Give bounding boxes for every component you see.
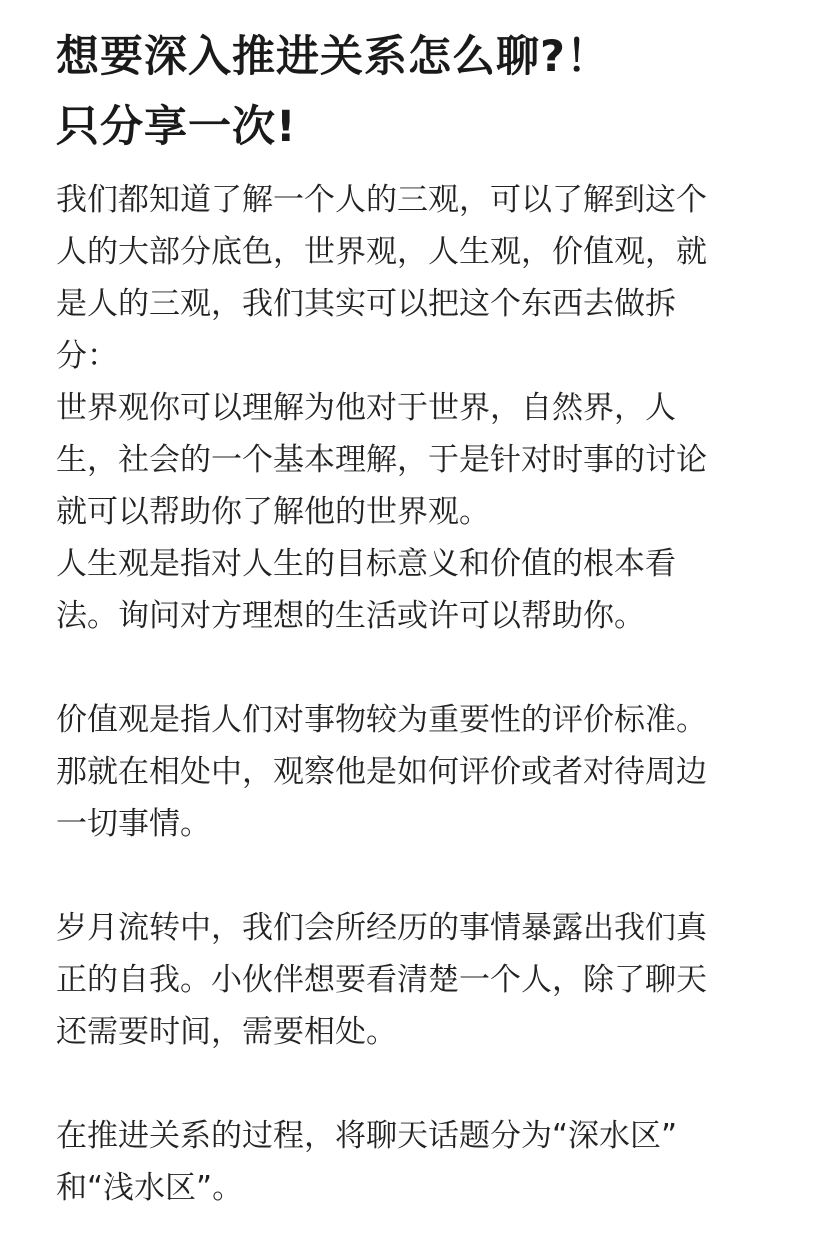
title-line-1: 想要深入推进关系怎么聊?！	[56, 32, 610, 82]
paragraph-spacer	[56, 850, 776, 902]
article-title	[56, 22, 776, 162]
article	[56, 22, 776, 1214]
paragraph-spacer	[56, 1058, 776, 1110]
article-body	[56, 174, 776, 1214]
paragraph-worldview: 世界观你可以理解为他对于世界，自然界，人 生，社会的一个基本理解，于是针对时事的讨论 就可以帮助你了解他的世界观。	[56, 390, 707, 530]
paragraph-topics: 在推进关系的过程，将聊天话题分为“深水区” 和“浅水区”。	[56, 1118, 678, 1206]
paragraph-time: 岁月流转中，我们会所经历的事情暴露出我们真 正的自我。小伙伴想要看清楚一个人，除了聊天 还需要时间，需要相处。	[56, 910, 707, 1050]
paragraph-intro: 我们都知道了解一个人的三观，可以了解到这个 人的大部分底色，世界观，人生观，价值观，就 是人的三观，我们其实可以把这个东西去做拆 分：	[56, 182, 707, 374]
paragraph-spacer	[56, 642, 776, 694]
paragraph-outlook-on-life: 人生观是指对人生的目标意义和价值的根本看 法。询问对方理想的生活或许可以帮助你。	[56, 546, 676, 634]
title-line-2: 只分享一次!	[56, 102, 297, 152]
paragraph-values: 价值观是指人们对事物较为重要性的评价标准。 那就在相处中，观察他是如何评价或者对待周边 一切事情。	[56, 702, 707, 842]
